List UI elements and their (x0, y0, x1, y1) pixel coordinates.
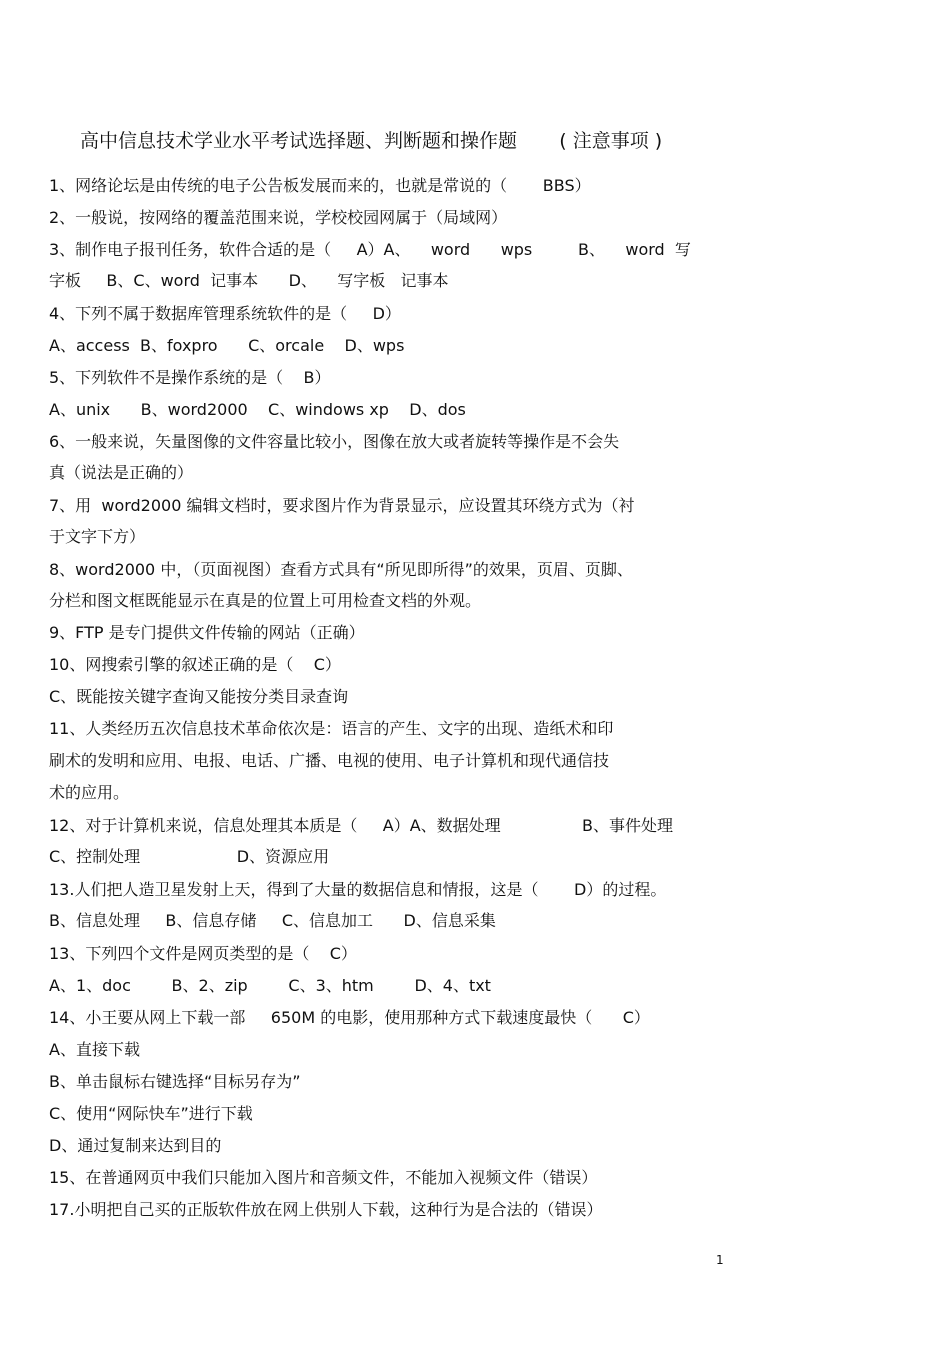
text-line: 9、FTP 是专门提供文件传输的网站（正确） (49, 623, 365, 642)
text-line: 15、在普通网页中我们只能加入图片和音频文件，不能加入视频文件（错误） (49, 1168, 598, 1187)
text-line: A、1、doc B、2、zip C、3、htm D、4、txt (49, 976, 491, 995)
text-line: A、access B、foxpro C、orcale D、wps (49, 336, 405, 355)
text-line: 17.小明把自己买的正版软件放在网上供别人下载，这种行为是合法的（错误） (49, 1200, 603, 1219)
text-line: 7、用 word2000 编辑文档时，要求图片作为背景显示，应设置其环绕方式为（衬 (49, 496, 635, 515)
text-line: D、通过复制来达到目的 (49, 1136, 222, 1155)
text-line: A、unix B、word2000 C、windows xp D、dos (49, 400, 466, 419)
text-line: 8、word2000 中，（页面视图）查看方式具有“所见即所得”的效果，页眉、页脚、 (49, 560, 633, 579)
text-line: 11、人类经历五次信息技术革命依次是：语言的产生、文字的出现、造纸术和印 (49, 719, 614, 738)
text-line: 10、网搜索引擎的叙述正确的是（ C） (49, 655, 341, 674)
text-line: 真（说法是正确的） (49, 463, 194, 482)
text-line: 13.人们把人造卫星发射上天，得到了大量的数据信息和情报，这是（ D）的过程。 (49, 880, 667, 899)
text-line: 5、下列软件不是操作系统的是（ B） (49, 368, 331, 387)
text-line: A、直接下载 (49, 1040, 140, 1059)
text-line: 于文字下方） (49, 527, 146, 546)
text-line: 6、一般来说，矢量图像的文件容量比较小，图像在放大或者旋转等操作是不会失 (49, 432, 620, 451)
document-title: 高中信息技术学业水平考试选择题、判断题和操作题 ( 注意事项 ) (80, 130, 663, 152)
text-line: 14、小王要从网上下载一部 650M 的电影，使用那种方式下载速度最快（ C） (49, 1008, 650, 1027)
text-line: 12、对于计算机来说，信息处理其本质是（ A）A、数据处理 B、事件处理 (49, 816, 674, 835)
text-line: 4、下列不属于数据库管理系统软件的是（ D） (49, 304, 401, 323)
text-line: B、单击鼠标右键选择“目标另存为” (49, 1072, 301, 1091)
text-line: 1、网络论坛是由传统的电子公告板发展而来的，也就是常说的（ BBS） (49, 176, 591, 195)
text-line: B、信息处理 B、信息存储 C、信息加工 D、信息采集 (49, 911, 496, 930)
text-line: 2、一般说，按网络的覆盖范围来说，学校校园网属于（局域网） (49, 208, 508, 227)
text-line: 字板 B、C、word 记事本 D、 写字板 记事本 (49, 271, 449, 290)
text-line: 刷术的发明和应用、电报、电话、广播、电视的使用、电子计算机和现代通信技 (49, 751, 610, 770)
text-line: C、控制处理 D、资源应用 (49, 847, 330, 866)
text-line: 分栏和图文框既能显示在真是的位置上可用检查文档的外观。 (49, 591, 482, 610)
page-number: 1 (716, 1253, 724, 1267)
text-line: 3、制作电子报刊任务，软件合适的是（ A）A、 word wps B、 word 写 (49, 240, 691, 259)
text-line: 13、下列四个文件是网页类型的是（ C） (49, 944, 357, 963)
text-line: C、既能按关键字查询又能按分类目录查询 (49, 687, 349, 706)
text-line: C、使用“网际快车”进行下载 (49, 1104, 253, 1123)
text-line: 术的应用。 (49, 783, 130, 802)
